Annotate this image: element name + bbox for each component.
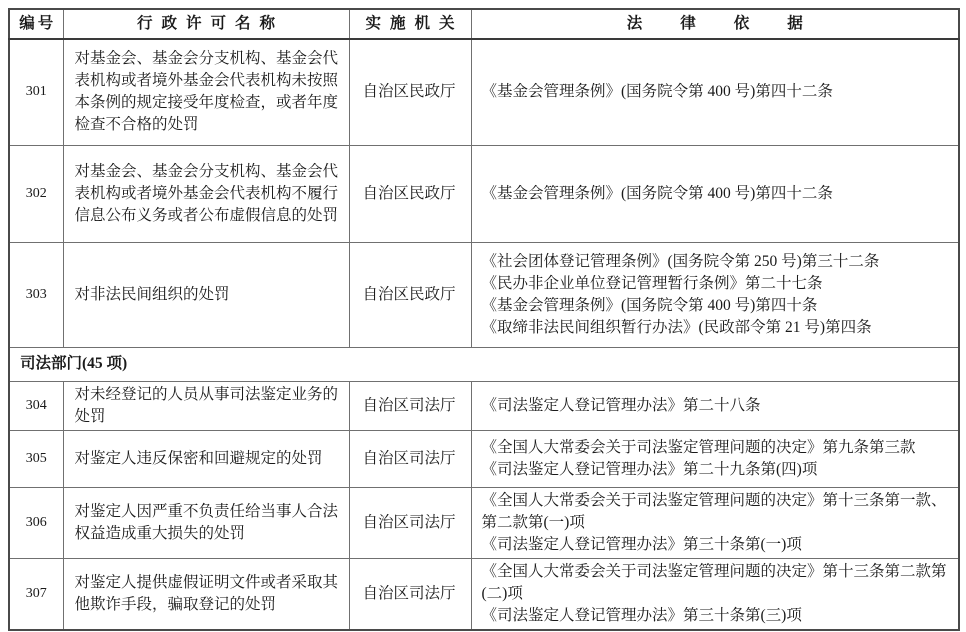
agency-cell: 自治区司法厅: [349, 430, 471, 487]
header-agency: 实施机关: [349, 9, 471, 39]
legal-basis-cell: [471, 558, 959, 630]
row-number-cell: 306: [9, 487, 63, 558]
legal-basis-line: 《社会团体登记管理条例》(国务院令第 250 号)第三十二条: [481, 252, 880, 270]
agency-cell: 自治区民政厅: [349, 242, 471, 347]
legal-basis-line: 《司法鉴定人登记管理办法》第二十八条: [481, 396, 761, 414]
legal-basis-cell: [471, 381, 959, 430]
header-name: 行政许可名称: [63, 9, 349, 39]
agency-cell: 自治区司法厅: [349, 381, 471, 430]
permit-name-cell: 对非法民间组织的处罚: [63, 242, 349, 347]
permit-name-cell: 对基金会、基金会分支机构、基金会代表机构或者境外基金会代表机构不履行信息公布义务或者公布虚假信息的处罚: [63, 145, 349, 242]
agency-cell: 自治区民政厅: [349, 145, 471, 242]
legal-basis-line: 《司法鉴定人登记管理办法》第二十九条第(四)项: [481, 460, 818, 478]
agency-cell: 自治区民政厅: [349, 39, 471, 145]
row-number-cell: 303: [9, 242, 63, 347]
header-legal: 法律依据: [471, 9, 959, 39]
table-row: [9, 430, 959, 487]
legal-basis-line: 《民办非企业单位登记管理暂行条例》第二十七条: [481, 274, 823, 292]
legal-basis-cell: [471, 430, 959, 487]
row-number-cell: 301: [9, 39, 63, 145]
legal-basis-cell: [471, 39, 959, 145]
legal-basis-line: 《基金会管理条例》(国务院令第 400 号)第四十条: [481, 296, 818, 314]
legal-basis-line: 《司法鉴定人登记管理办法》第三十条第(三)项: [481, 606, 802, 624]
table-row: [9, 242, 959, 347]
legal-basis-cell: [471, 242, 959, 347]
legal-basis-line: 《全国人大常委会关于司法鉴定管理问题的决定》第九条第三款: [481, 438, 916, 456]
permit-name-cell: 对鉴定人提供虚假证明文件或者采取其他欺诈手段，骗取登记的处罚: [63, 558, 349, 630]
table-row: [9, 381, 959, 430]
section-label: 司法部门(45 项): [9, 347, 959, 381]
row-number-cell: 304: [9, 381, 63, 430]
legal-basis-line: 《基金会管理条例》(国务院令第 400 号)第四十二条: [481, 83, 833, 101]
permits-table: [8, 8, 960, 631]
row-number-cell: 307: [9, 558, 63, 630]
legal-basis-line: 《全国人大常委会关于司法鉴定管理问题的决定》第十三条第二款第(二)项: [481, 562, 947, 602]
section-header-row: [9, 347, 959, 381]
legal-basis-line: 《基金会管理条例》(国务院令第 400 号)第四十二条: [481, 184, 833, 202]
permit-name-cell: 对未经登记的人员从事司法鉴定业务的处罚: [63, 381, 349, 430]
table-row: [9, 487, 959, 558]
permit-name-cell: 对鉴定人因严重不负责任给当事人合法权益造成重大损失的处罚: [63, 487, 349, 558]
legal-basis-line: 《取缔非法民间组织暂行办法》(民政部令第 21 号)第四条: [481, 318, 872, 336]
agency-cell: 自治区司法厅: [349, 487, 471, 558]
legal-basis-cell: [471, 487, 959, 558]
legal-basis-line: 《司法鉴定人登记管理办法》第三十条第(一)项: [481, 535, 802, 553]
table-row: [9, 145, 959, 242]
legal-basis-cell: [471, 145, 959, 242]
table-header-row: [9, 9, 959, 39]
permit-name-cell: 对鉴定人违反保密和回避规定的处罚: [63, 430, 349, 487]
header-id: 编号: [9, 9, 63, 39]
row-number-cell: 302: [9, 145, 63, 242]
agency-cell: 自治区司法厅: [349, 558, 471, 630]
row-number-cell: 305: [9, 430, 63, 487]
table-row: [9, 39, 959, 145]
permit-name-cell: 对基金会、基金会分支机构、基金会代表机构或者境外基金会代表机构未按照本条例的规定接受年度检查，或者年度检查不合格的处罚: [63, 39, 349, 145]
table-row: [9, 558, 959, 630]
legal-basis-line: 《全国人大常委会关于司法鉴定管理问题的决定》第十三条第一款、第二款第(一)项: [481, 491, 947, 531]
